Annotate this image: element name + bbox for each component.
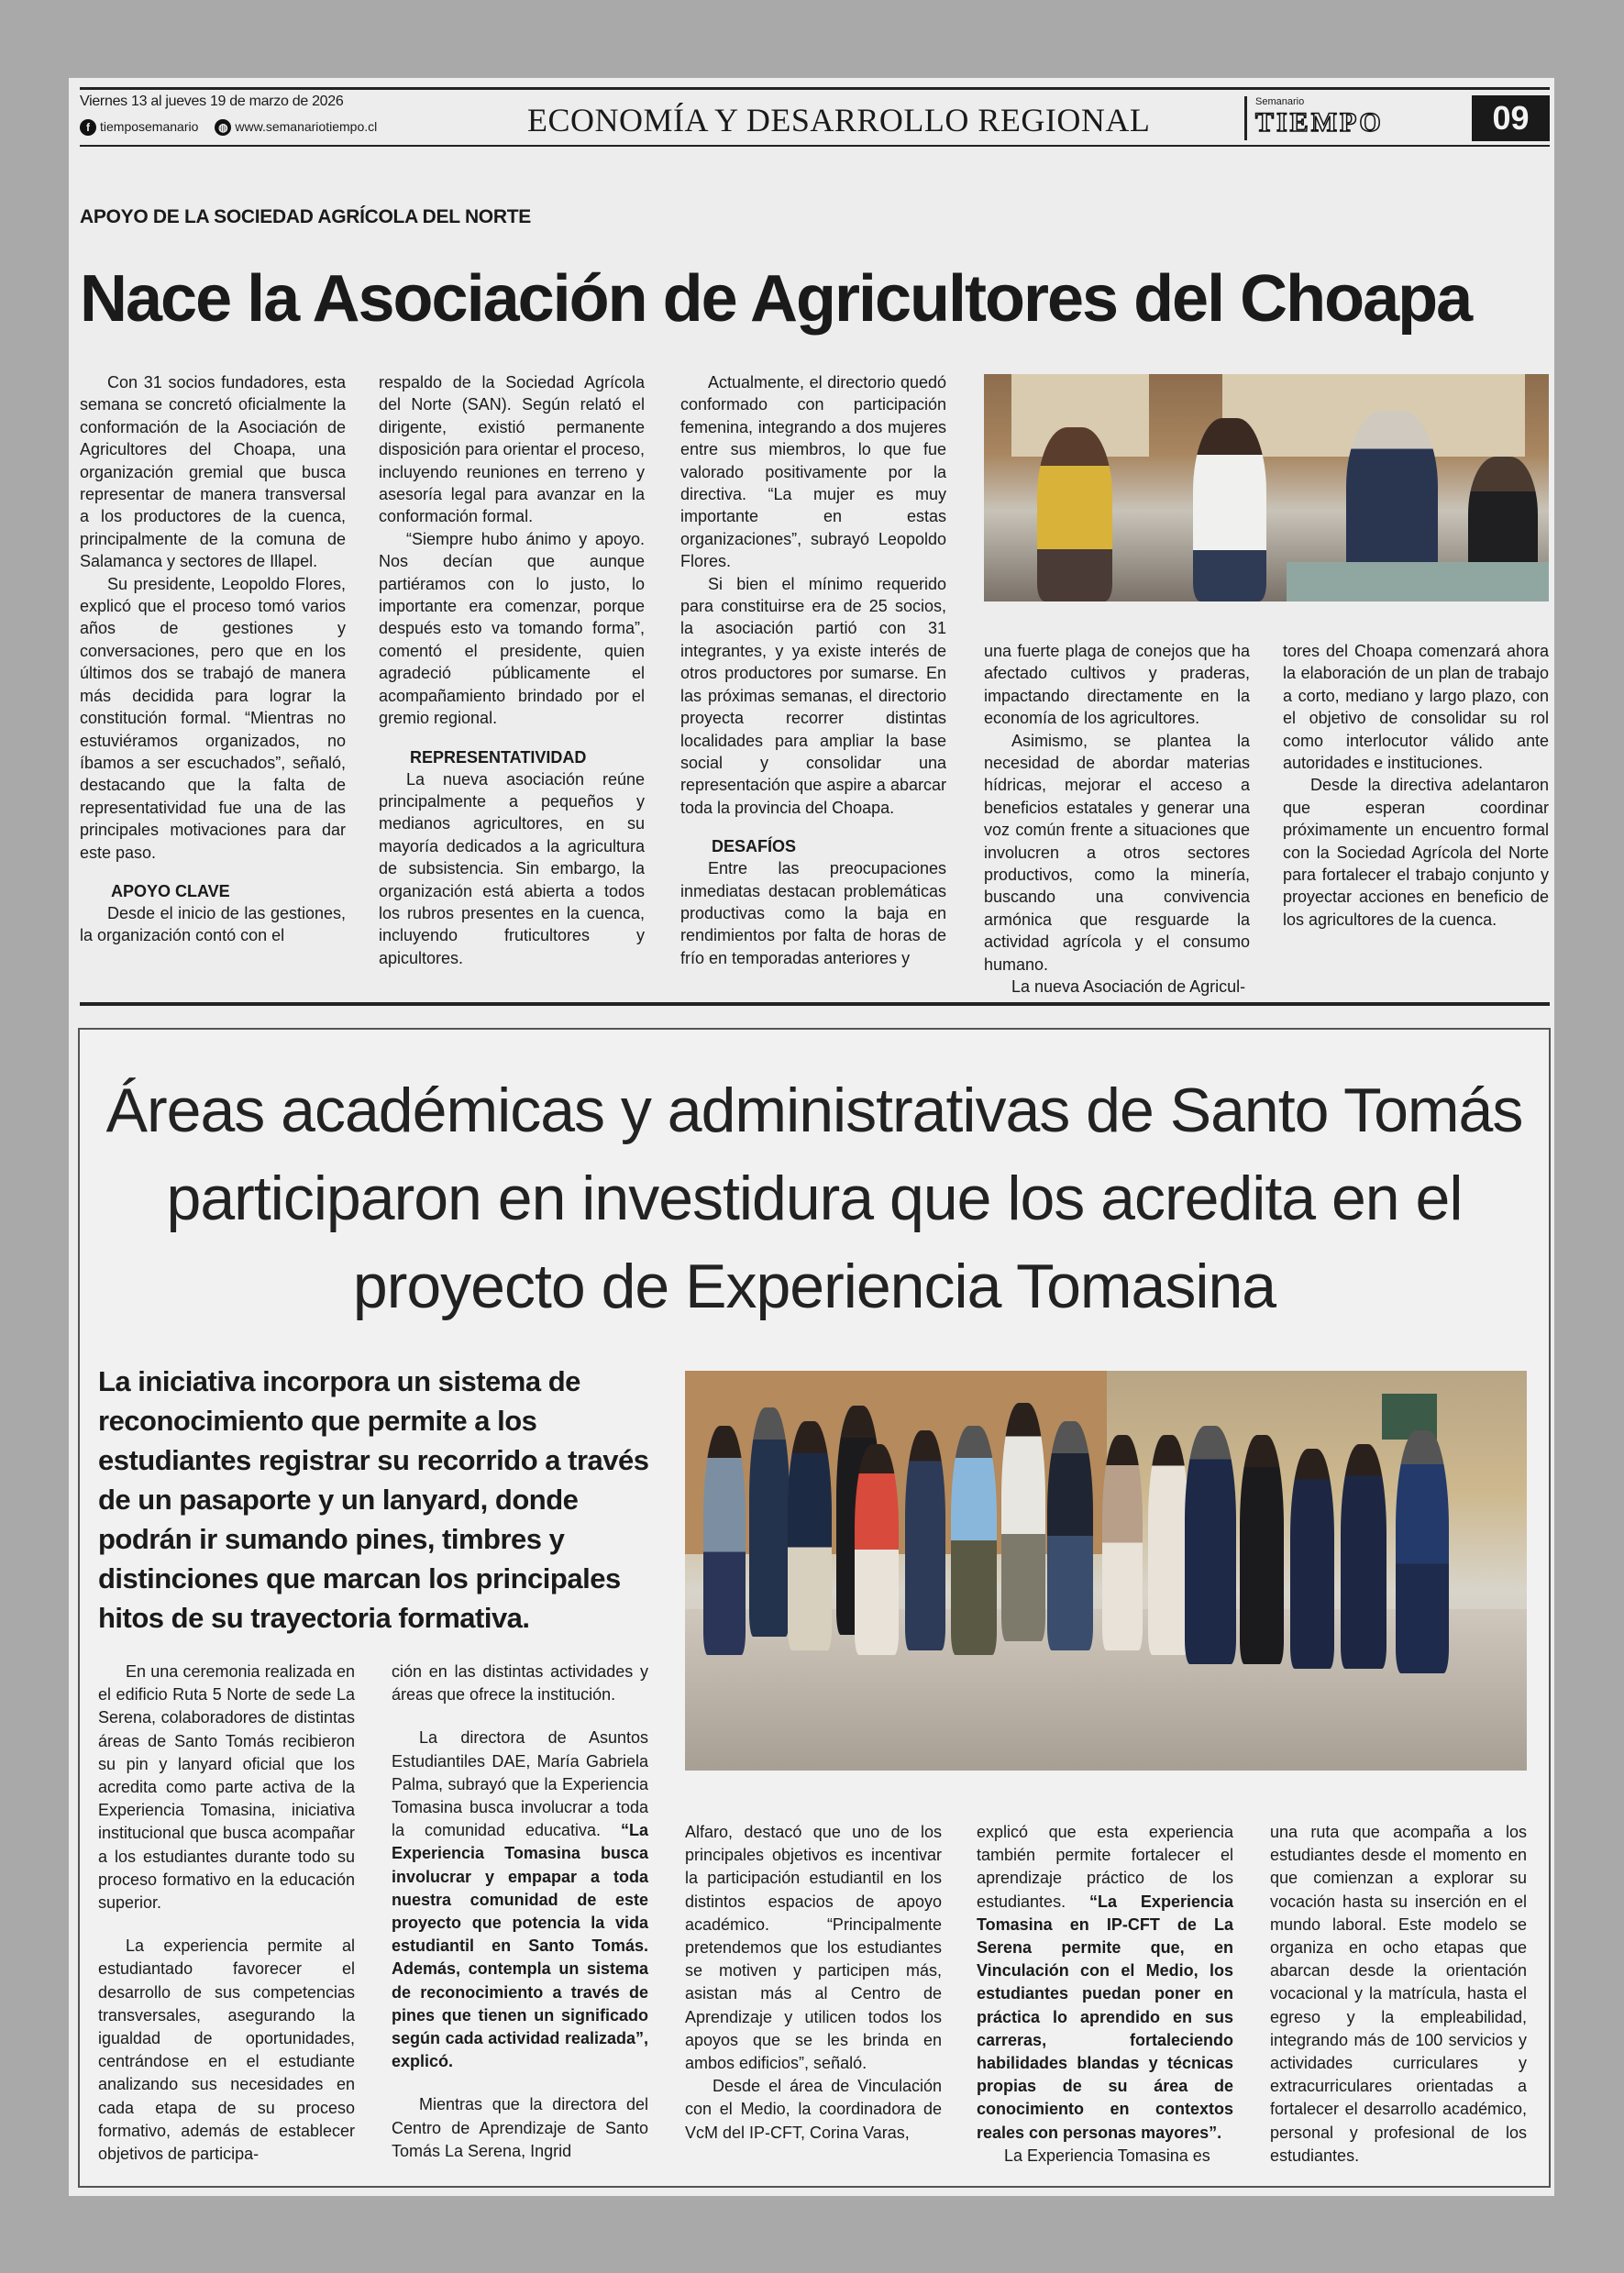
article1-column-1 xyxy=(80,371,346,947)
paragraph: una fuerte plaga de conejos que ha afectado cultivos y praderas, impactando directamente en la economía de los agricultores. xyxy=(984,642,1250,728)
article-divider xyxy=(80,1002,1550,1006)
paragraph: respaldo de la Sociedad Agrícola del Norte (SAN). Según relató el dirigente, existió permanente disposición para orientar el proceso, incluyendo reuniones en terreno y asesoría legal para avanzar en la conformación formal. xyxy=(379,373,645,526)
header-bottom-rule xyxy=(80,145,1550,147)
paragraph: Si bien el mínimo requerido para constituirse era de 25 socios, la asociación partió con 31 integrantes, y ya existe interés de otros productores por sumarse. En las próximas semanas, el directorio proyecta recorrer distintas localidades para ampliar la base social y consolidar una representación que aspire a abarcar toda la provincia del Choapa. xyxy=(680,574,946,817)
person-figure xyxy=(1290,1449,1334,1669)
article2-column-4 xyxy=(977,1821,1233,2168)
paragraph: Desde el área de Vinculación con el Medio, la coordinadora de VcM del IP-CFT, Corina Varas, xyxy=(685,2077,942,2142)
paragraph: La experiencia permite al estudiantado favorecer el desarrollo de sus competencias transversales, asegurando la igualdad de oportunidades, centrándose en el estudiante analizando sus necesidades en cada etapa de su proceso formativo, además de establecer objetivos de participa- xyxy=(98,1936,355,2164)
person-figure xyxy=(1193,418,1266,601)
facebook-icon: f xyxy=(80,119,96,136)
article2-column-3 xyxy=(685,1821,942,2145)
paragraph: En una ceremonia realizada en el edificio Ruta 5 Norte de sede La Serena, colaboradores de distintas áreas de Santo Tomás recibieron su pin y lanyard oficial que los acredita como parte activa de la Experiencia Tomasina, iniciativa institucional que busca acompañar a los estudiantes durante todo su proceso formativo en la educación superior. xyxy=(98,1662,355,1913)
article1-column-2 xyxy=(379,371,645,969)
header-separator xyxy=(1244,96,1247,140)
person-figure xyxy=(951,1426,997,1655)
header-contact xyxy=(80,119,377,136)
issue-date: Viernes 13 al jueves 19 de marzo de 2026 xyxy=(80,94,344,109)
paragraph: “Siempre hubo ánimo y apoyo. Nos decían que aunque partiéramos con lo justo, lo importante era comenzar, porque después esto va tomando forma”, comentó el presidente, quien agradeció públicamente el acompañamiento brindado por el gremio regional. xyxy=(379,529,645,728)
person-figure xyxy=(1148,1435,1188,1655)
paragraph: Con 31 socios fundadores, esta semana se concretó oficialmente la conformación de la Asociación de Agricultores del Choapa, una organización gremial que busca representar de manera transversal a los productores de la cuenca, principalmente de la comuna de Salamanca y sectores de Illapel. xyxy=(80,373,346,571)
article2-lead: La iniciativa incorpora un sistema de reconocimiento que permite a los estudiantes registrar su recorrido a través de un pasaporte y un lanyard, donde podrán ir sumando pines, timbres y distinciones que marcan los principales hitos de su trayectoria formativa. xyxy=(98,1365,649,1634)
person-figure xyxy=(788,1421,832,1650)
newspaper-page xyxy=(69,78,1554,2196)
person-figure xyxy=(1037,427,1112,601)
person-figure xyxy=(1102,1435,1143,1650)
quote: “La Experiencia Tomasina busca involucrar y empapar a toda nuestra comunidad de este proyecto que potencia la vida estudiantil en Santo Tomás. Además, contempla un sistema de reconocimiento a través de pines que tienen un significado según cada actividad realizada”, explicó. xyxy=(392,1821,648,2071)
person-figure xyxy=(855,1444,899,1655)
person-figure xyxy=(1001,1403,1045,1641)
person-figure xyxy=(749,1407,790,1637)
article1-photo xyxy=(984,374,1549,601)
globe-icon: ◍ xyxy=(215,119,231,136)
person-figure xyxy=(905,1430,945,1650)
article2-column-5 xyxy=(1270,1821,1527,2168)
subheading: APOYO CLAVE xyxy=(111,881,230,900)
website-link[interactable]: ◍ www.semanariotiempo.cl xyxy=(215,119,377,136)
subheading: DESAFÍOS xyxy=(712,837,797,856)
header-top-rule xyxy=(80,87,1550,90)
person-figure xyxy=(1396,1430,1449,1673)
person-figure xyxy=(1341,1444,1386,1669)
person-figure xyxy=(1240,1435,1284,1664)
article1-headline: Nace la Asociación de Agricultores del Choapa xyxy=(80,262,1472,336)
article1-column-4 xyxy=(984,640,1250,999)
article2-column-2 xyxy=(392,1661,648,2163)
paragraph: una ruta que acompaña a los estudiantes desde el momento en que comienzan a explorar su vocación hasta su inserción en el mundo laboral. Este modelo se organiza en ocho etapas que abarcan desde la orientación vocacional y la matrícula, hasta el egreso y la empleabilidad, integrando más de 100 servicios y actividades curriculares y extracurriculares orientadas a fortalecer el desarrollo académico, personal y profesional de los estudiantes. xyxy=(1270,1823,1527,2165)
facebook-handle[interactable]: f tiemposemanario xyxy=(80,119,198,136)
subheading: REPRESENTATIVIDAD xyxy=(410,747,587,767)
article2-headline: Áreas académicas y administrativas de Santo Tomás participaron en investidura que los acredita en el proyecto de Experiencia Tomasina xyxy=(105,1076,1523,1321)
person-figure xyxy=(1185,1426,1236,1664)
person-figure xyxy=(703,1426,746,1655)
person-figure xyxy=(1047,1421,1093,1650)
paragraph: Alfaro, destacó que uno de los principales objetivos es incentivar la participación estudiantil en los distintos espacios de apoyo académico. “Principalmente pretendemos que los estudiantes se motiven y participen más, asistan más al Centro de Aprendizaje y utilicen todos los apoyos que se les brinda en ambos edificios”, señaló. xyxy=(685,1823,942,2073)
brand-logo: TIEMPO xyxy=(1255,107,1384,138)
brand-subtitle: Semanario xyxy=(1255,96,1305,107)
paragraph: explicó que esta experiencia también permite fortalecer el aprendizaje práctico de los estudiantes. “La Experiencia Tomasina en IP-CFT de La Serena permite que, en Vinculación con el Medio, los estudiantes puedan poner en práctica lo aprendido en sus carreras, fortaleciendo habilidades blandas y técnicas propias de su área de conocimiento en contextos reales con personas mayores”. xyxy=(977,1823,1233,2142)
paragraph: Mientras que la directora del Centro de Aprendizaje de Santo Tomás La Serena, Ingrid xyxy=(392,2095,648,2160)
article2-group-photo xyxy=(685,1371,1527,1771)
section-title: ECONOMÍA Y DESARROLLO REGIONAL xyxy=(527,102,1151,138)
paragraph: La nueva asociación reúne principalmente a pequeños y medianos agricultores, en su mayoría dedicados a la agricultura de subsistencia. Sin embargo, la organización está abierta a todos los rubros presentes en la cuenca, incluyendo fruticultores y apicultores. xyxy=(379,769,645,967)
paragraph: La nueva Asociación de Agricul- xyxy=(1011,977,1246,997)
page-number: 09 xyxy=(1472,95,1550,141)
article1-kicker: APOYO DE LA SOCIEDAD AGRÍCOLA DEL NORTE xyxy=(80,206,531,227)
paragraph: Asimismo, se plantea la necesidad de abordar materias hídricas, mejorar el acceso a beneficios estatales y generar una voz común frente a situaciones que involucren a otros sectores productivos, como la minería, buscando una convivencia armónica que resguarde la actividad agrícola y el consumo humano. xyxy=(984,731,1250,974)
article2-column-1 xyxy=(98,1661,355,2166)
quote: “La Experiencia Tomasina en IP-CFT de La Serena permite que, en Vinculación con el Medio, los estudiantes puedan poner en práctica lo aprendido en sus carreras, fortaleciendo habilidades blandas y técnicas propias de su área de conocimiento en contextos reales con personas mayores”. xyxy=(977,1892,1233,2142)
paragraph: La directora de Asuntos Estudiantiles DAE, María Gabriela Palma, subrayó que la Experiencia Tomasina busca involucrar a toda la comunidad educativa. “La Experiencia Tomasina busca involucrar y empapar a toda nuestra comunidad de este proyecto que potencia la vida estudiantil en Santo Tomás. Además, contempla un sistema de reconocimiento a través de pines que tienen un significado según cada actividad realizada”, explicó. xyxy=(392,1728,648,2071)
paragraph: La Experiencia Tomasina es xyxy=(1004,2146,1210,2165)
table xyxy=(1287,562,1549,601)
paragraph: Actualmente, el directorio quedó conformado con participación femenina, integrando a dos mujeres entre sus miembros, lo que fue valorado positivamente por la directiva. “La mujer es muy importante en estas organizaciones”, subrayó Leopoldo Flores. xyxy=(680,373,946,571)
paragraph: Entre las preocupaciones inmediatas destacan problemáticas productivas como la baja en rendimientos por falta de horas de frío en temporadas anteriores y xyxy=(680,859,946,967)
article1-column-3 xyxy=(680,371,946,969)
paragraph: ción en las distintas actividades y áreas que ofrece la institución. xyxy=(392,1662,648,1705)
paragraph: tores del Choapa comenzará ahora la elaboración de un plan de trabajo a corto, mediano y largo plazo, con el objetivo de consolidar su rol como interlocutor válido ante autoridades e instituciones. xyxy=(1283,642,1549,773)
paragraph: Su presidente, Leopoldo Flores, explicó que el proceso tomó varios años de gestiones y conversaciones, pero que en los últimos dos se trabajó de manera más decidida para lograr la constitución formal. “Mientras no estuviéramos organizados, no íbamos a ser escuchados”, señaló, destacando que la falta de representatividad fue una de las principales motivaciones para dar este paso. xyxy=(80,574,346,862)
paragraph: Desde el inicio de las gestiones, la organización contó con el xyxy=(80,903,346,945)
article1-column-5 xyxy=(1283,640,1549,931)
paragraph: Desde la directiva adelantaron que esperan coordinar próximamente un encuentro formal con la Sociedad Agrícola del Norte para fortalecer el trabajo conjunto y proyectar acciones en beneficio de los agricultores de la cuenca. xyxy=(1283,776,1549,929)
